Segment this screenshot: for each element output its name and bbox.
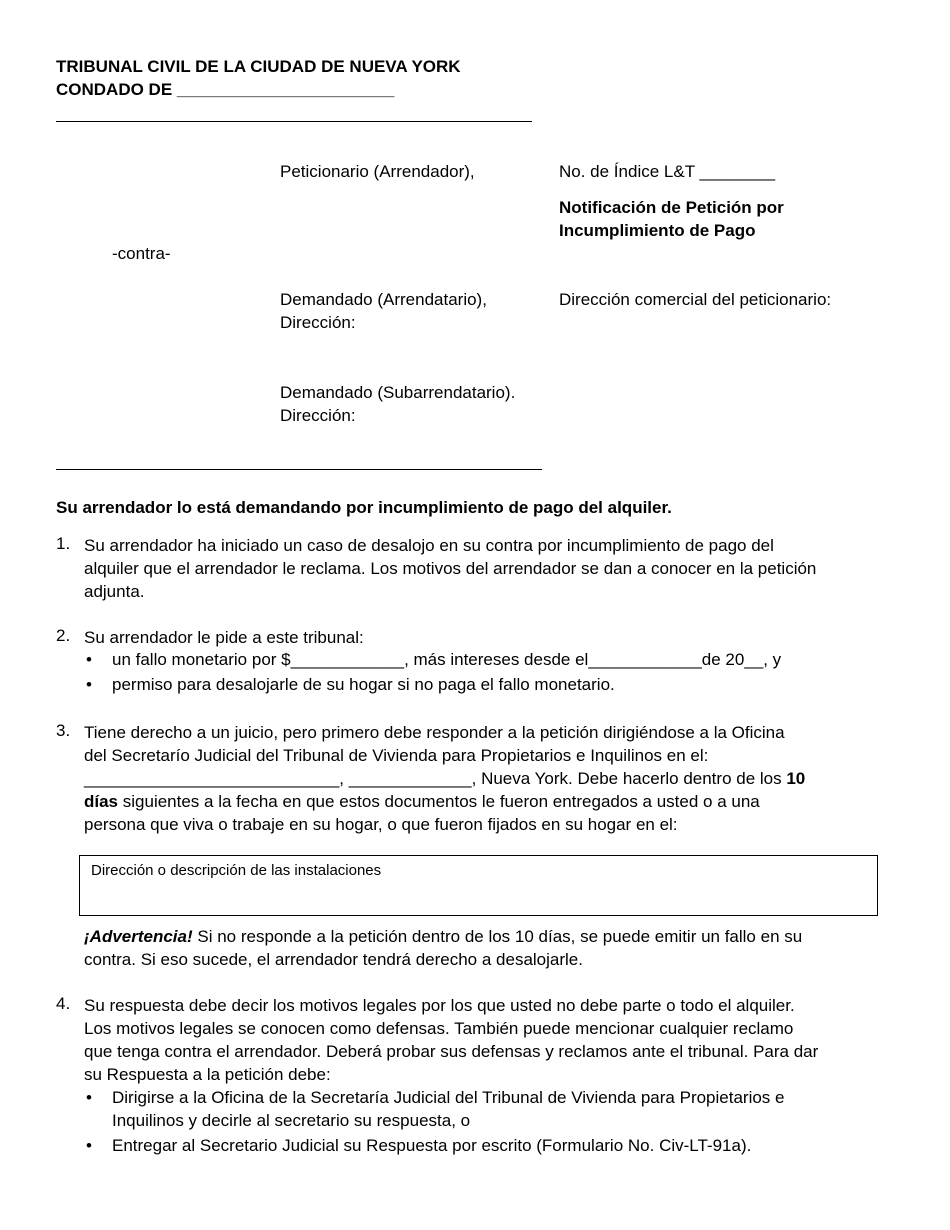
respondent-tenant-address: Dirección:: [280, 313, 356, 332]
item-number: 1.: [56, 534, 71, 553]
header-divider: [56, 121, 532, 122]
bullet-mark: •: [86, 650, 92, 669]
item-number: 2.: [56, 626, 71, 645]
section-heading: Su arrendador lo está demandando por incumplimiento de pago del alquiler.: [56, 498, 672, 517]
paragraph-line: [84, 790, 760, 813]
court-name: TRIBUNAL CIVIL DE LA CIUDAD DE NUEVA YORK: [56, 57, 461, 76]
premises-box-label: Dirección o descripción de las instalaciones: [91, 862, 382, 879]
address-blanks-text: ___________________________, _____________, Nueva York. Debe hacerlo dentro de los: [84, 769, 787, 788]
versus-label: -contra-: [112, 244, 171, 263]
item-number: 4.: [56, 994, 71, 1013]
deadline-number: 10: [786, 769, 806, 788]
paragraph-line: Tiene derecho a un juicio, pero primero debe responder a la petición dirigiéndose a la Oficina: [84, 723, 785, 742]
premises-address-box[interactable]: [79, 855, 878, 916]
paragraph-line: Su arrendador ha iniciado un caso de desalojo en su contra por incumplimiento de pago del: [84, 536, 774, 555]
bullet-item: Entregar al Secretario Judicial su Respuesta por escrito (Formulario No. Civ-LT-91a).: [112, 1136, 752, 1155]
respondent-tenant-label: Demandado (Arrendatario),: [280, 290, 487, 309]
warning-text: Si no responde a la petición dentro de los 10 días, se puede emitir un fallo en su: [192, 927, 803, 946]
warning-label: ¡Advertencia!: [84, 927, 193, 946]
item-number: 3.: [56, 721, 71, 740]
bullet-item: Dirigirse a la Oficina de la Secretaría Judicial del Tribunal de Vivienda para Propietarios e: [112, 1088, 785, 1107]
paragraph-line: su Respuesta a la petición debe:: [84, 1065, 331, 1084]
warning-line: contra. Si eso sucede, el arrendador tendrá derecho a desalojarle.: [84, 950, 583, 969]
bullet-mark: •: [86, 1136, 92, 1155]
paragraph-line: [84, 767, 805, 790]
bullet-item-continued: Inquilinos y decirle al secretario su respuesta, o: [112, 1111, 471, 1130]
notice-title-line2: Incumplimiento de Pago: [559, 221, 756, 240]
warning-line: [84, 925, 802, 948]
bullet-mark: •: [86, 1088, 92, 1107]
business-address-label: Dirección comercial del peticionario:: [559, 290, 832, 309]
paragraph-line: persona que viva o trabaje en su hogar, o que fueron fijados en su hogar en el:: [84, 815, 678, 834]
respondent-undertenant-label: Demandado (Subarrendatario).: [280, 383, 516, 402]
deadline-days: días: [84, 792, 119, 811]
bullet-item: un fallo monetario por $____________, más intereses desde el____________de 20__, y: [112, 650, 782, 669]
caption-divider: [56, 469, 542, 470]
paragraph-line: Su respuesta debe decir los motivos legales por los que usted no debe parte o todo el alquiler.: [84, 996, 795, 1015]
paragraph-line: alquiler que el arrendador le reclama. Los motivos del arrendador se dan a conocer en la petición: [84, 559, 817, 578]
paragraph-line: del Secretarío Judicial del Tribunal de Vivienda para Propietarios e Inquilinos en el:: [84, 746, 709, 765]
bullet-mark: •: [86, 675, 92, 694]
respondent-undertenant-address: Dirección:: [280, 406, 356, 425]
index-number: No. de Índice L&T ________: [559, 162, 776, 181]
paragraph-line: que tenga contra el arrendador. Deberá probar sus defensas y reclamos ante el tribunal. Para dar: [84, 1042, 819, 1061]
paragraph-text: siguientes a la fecha en que estos documentos le fueron entregados a usted o a una: [118, 792, 760, 811]
bullet-item: permiso para desalojarle de su hogar si no paga el fallo monetario.: [112, 675, 615, 694]
paragraph-line: adjunta.: [84, 582, 145, 601]
paragraph-line: Los motivos legales se conocen como defensas. También puede mencionar cualquier reclamo: [84, 1019, 794, 1038]
petitioner-label: Peticionario (Arrendador),: [280, 162, 475, 181]
paragraph-line: Su arrendador le pide a este tribunal:: [84, 628, 364, 647]
notice-title-line1: Notificación de Petición por: [559, 198, 784, 217]
county-line: CONDADO DE _______________________: [56, 80, 395, 99]
